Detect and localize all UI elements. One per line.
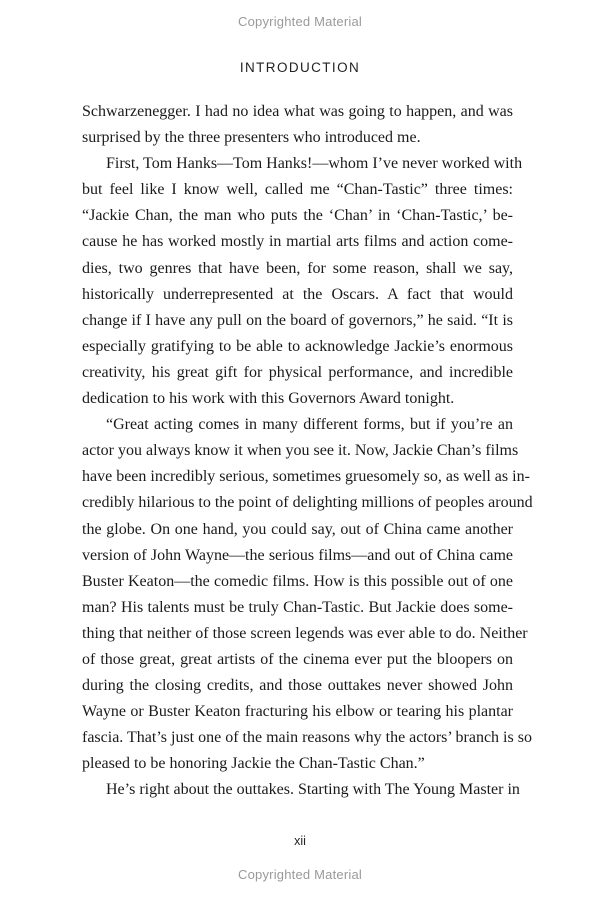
text-line: but feel like I know well, called me “Chan-Tastic” three times: <box>82 181 513 199</box>
text-line: surprised by the three presenters who introduced me. <box>82 129 421 147</box>
page-number: xii <box>294 834 306 848</box>
text-line: creativity, his great gift for physical performance, and incredible <box>82 363 513 381</box>
text-line: dies, two genres that have been, for some reason, shall we say, <box>82 259 513 277</box>
paragraph-3 <box>82 412 533 777</box>
text-line: Wayne or Buster Keaton fracturing his elbow or tearing his plantar <box>82 703 513 721</box>
text-line: credibly hilarious to the point of delighting millions of peoples around <box>82 494 533 512</box>
text-line: dedication to his work with this Governors Award tonight. <box>82 390 455 408</box>
text-line: He’s right about the outtakes. Starting with The Young Master in <box>106 781 520 799</box>
text-line: Buster Keaton—the comedic films. How is this possible out of one <box>82 572 513 590</box>
text-line: cause he has worked mostly in martial arts films and action come- <box>82 233 513 251</box>
text-line: historically underrepresented at the Oscars. A fact that would <box>82 285 513 303</box>
text-line: fascia. That’s just one of the main reasons why the actors’ branch is so <box>82 729 532 747</box>
text-line: pleased to be honoring Jackie the Chan-Tastic Chan.” <box>82 755 425 773</box>
paragraph-4 <box>82 777 520 803</box>
text-line: version of John Wayne—the serious films—and out of China came <box>82 546 513 564</box>
text-line: thing that neither of those screen legends was ever able to do. Neither <box>82 624 528 642</box>
text-line: “Great acting comes in many different forms, but if you’re an <box>106 416 513 434</box>
text-line: the globe. On one hand, you could say, out of China came another <box>82 520 513 538</box>
copyright-watermark-top: Copyrighted Material <box>238 14 362 29</box>
running-head: INTRODUCTION <box>239 60 361 75</box>
text-line: especially gratifying to be able to acknowledge Jackie’s enormous <box>82 337 513 355</box>
paragraph-1 <box>82 99 513 151</box>
page-body <box>82 99 533 804</box>
text-line: Schwarzenegger. I had no idea what was going to happen, and was <box>82 103 513 120</box>
paragraph-2 <box>82 151 523 412</box>
text-line: of those great, great artists of the cinema ever put the bloopers on <box>82 650 513 668</box>
copyright-watermark-bottom: Copyrighted Material <box>238 867 362 882</box>
text-line: change if I have any pull on the board of governors,” he said. “It is <box>82 311 513 329</box>
text-line: “Jackie Chan, the man who puts the ‘Chan’ in ‘Chan-Tastic,’ be- <box>82 207 513 225</box>
text-line: First, Tom Hanks—Tom Hanks!—whom I’ve never worked with <box>106 155 523 173</box>
text-line: actor you always know it when you see it. Now, Jackie Chan’s films <box>82 442 519 460</box>
text-line: man? His talents must be truly Chan-Tastic. But Jackie does some- <box>82 598 513 616</box>
text-line: during the closing credits, and those outtakes never showed John <box>82 677 513 695</box>
text-line: have been incredibly serious, sometimes gruesomely so, as well as in- <box>82 468 530 486</box>
